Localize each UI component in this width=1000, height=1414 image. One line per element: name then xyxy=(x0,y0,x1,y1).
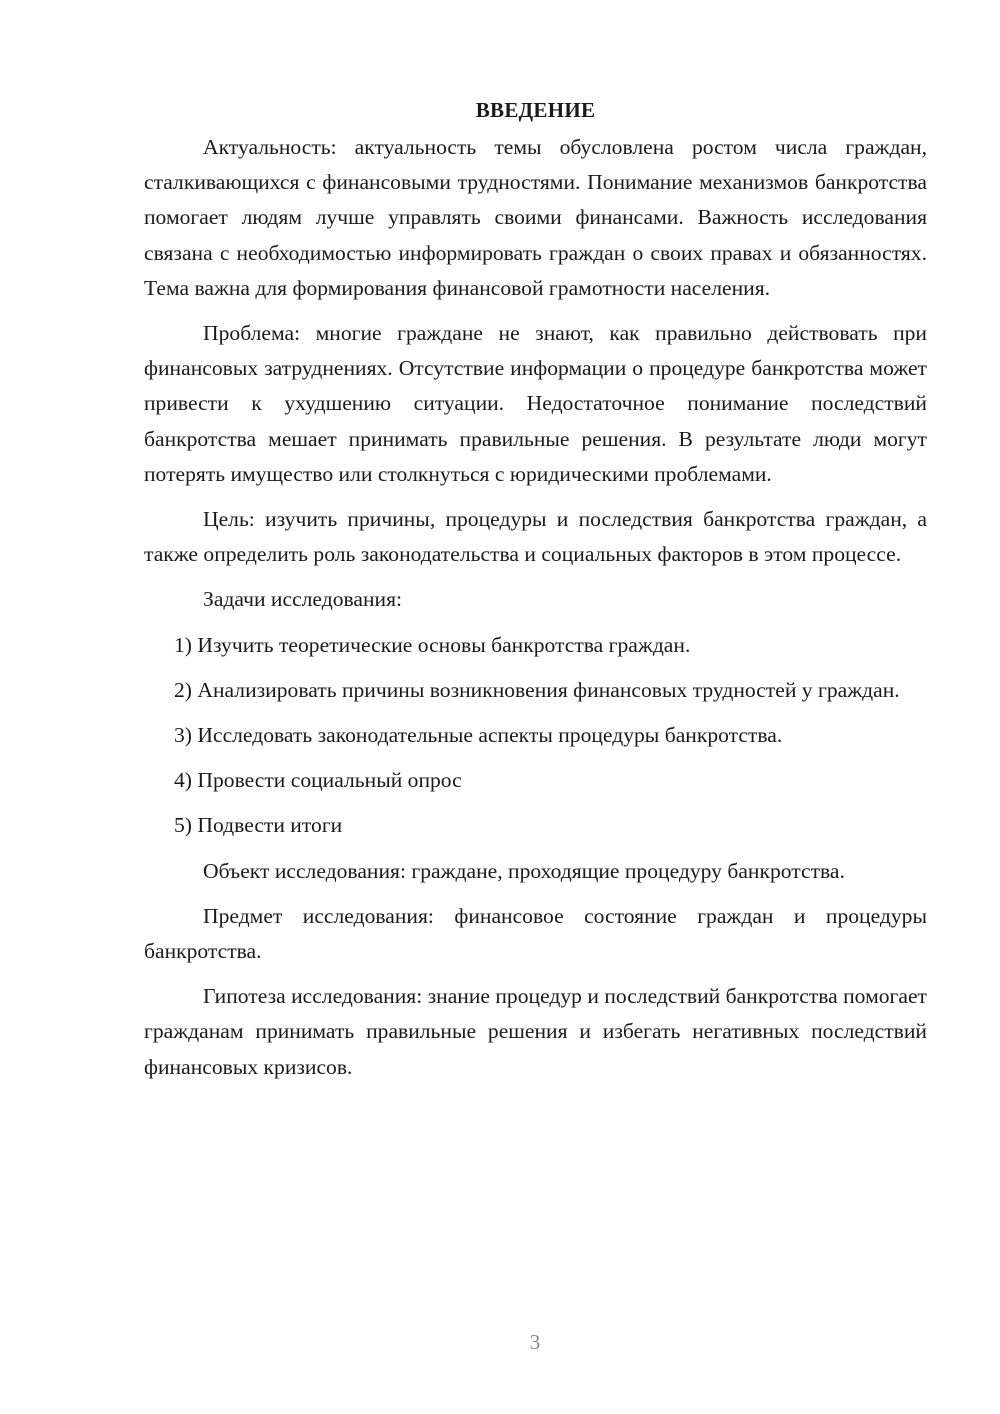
task-item: 4) Провести социальный опрос xyxy=(174,768,462,793)
paragraph-tasks-heading: Задачи исследования: xyxy=(203,587,403,612)
paragraph-subject: Предмет исследования: финансовое состояние граждан и процедуры банкротства. xyxy=(144,903,927,964)
document-page xyxy=(144,93,927,1095)
task-item: 5) Подвести итоги xyxy=(174,813,343,838)
task-item: 1) Изучить теоретические основы банкротства граждан. xyxy=(174,632,691,657)
paragraph-goal: Цель: изучить причины, процедуры и последствия банкротства граждан, а также определить роль законодательства и социальных факторов в этом процессе. xyxy=(144,507,927,567)
task-item: 2) Анализировать причины возникновения финансовых трудностей у граждан. xyxy=(174,677,900,702)
task-item: 3) Исследовать законодательные аспекты процедуры банкротства. xyxy=(174,723,783,748)
paragraph-hypothesis: Гипотеза исследования: знание процедур и последствий банкротства помогает гражданам принимать правильные решения и избегать негативных последствий финансовых кризисов. xyxy=(144,984,927,1079)
paragraph-object: Объект исследования: граждане, проходящие процедуру банкротства. xyxy=(203,858,845,883)
document-title: ВВЕДЕНИЕ xyxy=(475,98,596,122)
paragraph-problem: Проблема: многие граждане не знают, как правильно действовать при финансовых затруднениях. Отсутствие информации о процедуре банкротства может привести к ухудшению ситуации. Недостаточное понимание последствий банкротства мешает принимать правильные решения. В результате люди могут потерять имущество или столкнуться с юридическими проблемами. xyxy=(144,321,927,486)
page-number: 3 xyxy=(529,1330,541,1354)
paragraph-relevance: Актуальность: актуальность темы обусловлена ростом числа граждан, сталкивающихся с финансовыми трудностями. Понимание механизмов банкротства помогает людям лучше управлять своими финансами. Важность исследования связана с необходимостью информировать граждан о своих правах и обязанностях. Тема важна для формирования финансовой грамотности населения. xyxy=(144,135,927,300)
